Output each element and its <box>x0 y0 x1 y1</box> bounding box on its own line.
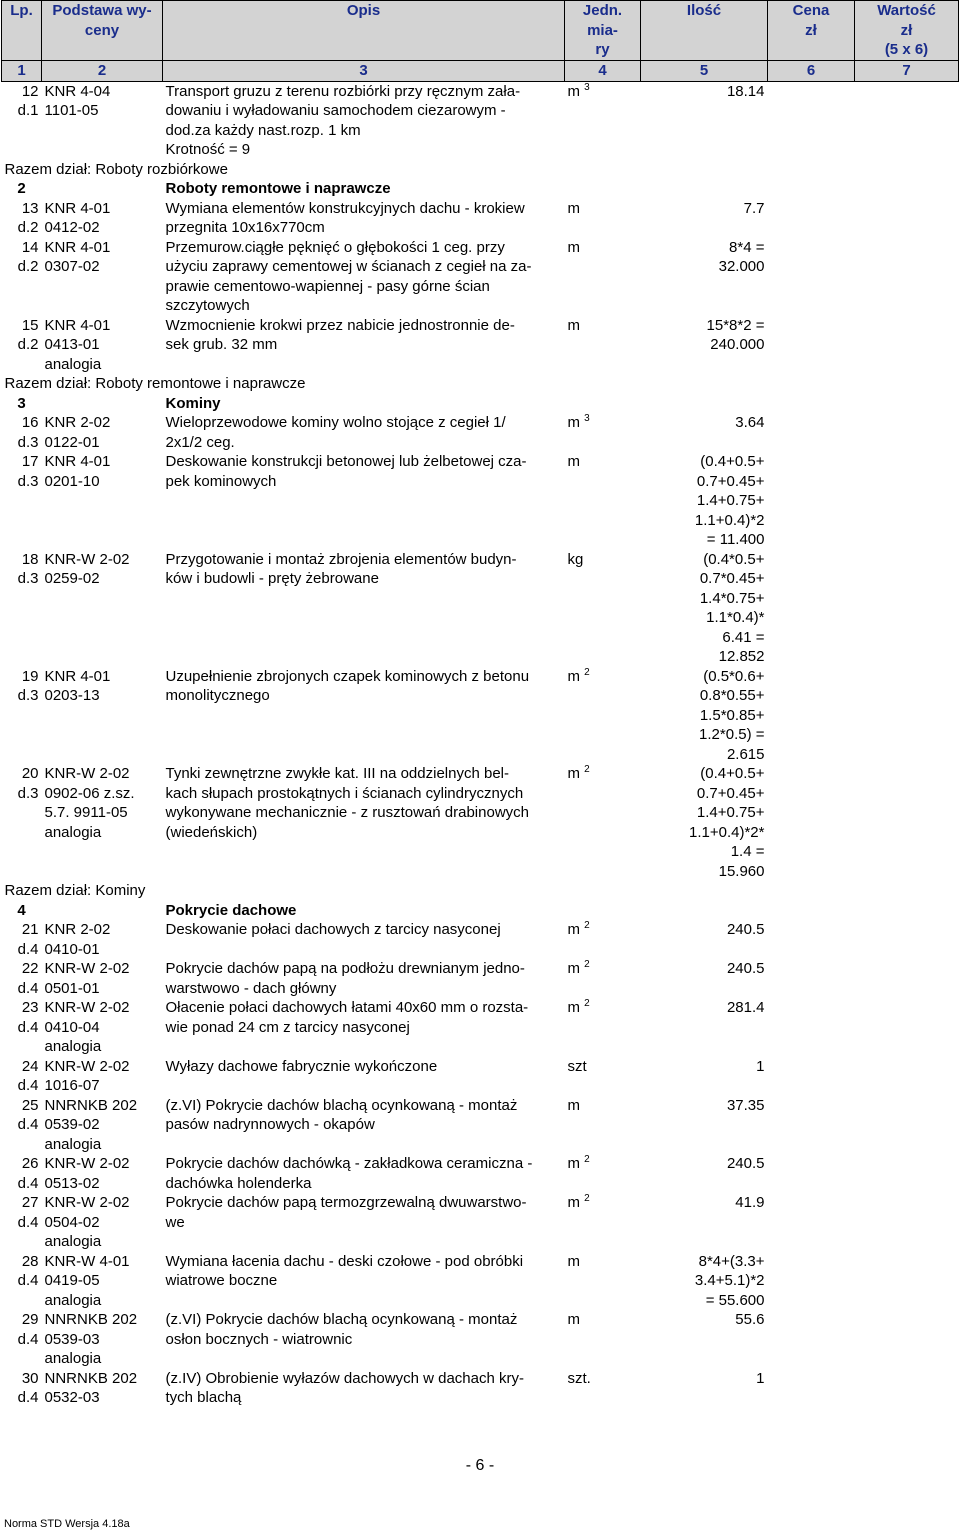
unit-text: m <box>567 414 580 431</box>
section-title: Roboty remontowe i naprawcze <box>165 180 391 197</box>
item-lp: 29 d.4 <box>17 1311 39 1348</box>
table-row <box>2 238 959 316</box>
item-quantity: 281.4 <box>726 999 765 1016</box>
section-spacer <box>42 394 163 414</box>
unit-text: m <box>567 238 580 256</box>
column-number: 7 <box>855 60 959 81</box>
item-price <box>768 199 855 238</box>
item-quantity: 240.5 <box>726 1155 765 1172</box>
section-title: Pokrycie dachowe <box>165 901 297 919</box>
item-quantity: 1 <box>756 1369 765 1387</box>
item-description: Pokrycie dachów papą termozgrzewalną dwuwarstwo- we <box>165 1194 527 1231</box>
unit-text: m <box>567 316 580 334</box>
section-number: 3 <box>17 394 26 412</box>
item-lp: 30 d.4 <box>17 1369 39 1406</box>
item-basis: KNR 4-01 0413-01 analogia <box>44 316 111 373</box>
item-quantity: 7.7 <box>743 199 765 217</box>
software-footer: Norma STD Wersja 4.18a <box>4 1518 130 1530</box>
item-value <box>855 1154 959 1193</box>
cost-estimate-table <box>1 0 959 1408</box>
item-description: Tynki zewnętrzne zwykłe kat. III na oddzielnych bel- kach słupach prostokątnych i ścianach cylindrycznych wykonywane mechanicznie - z rusztowań drabinowych (wiedeńskich) <box>165 765 530 841</box>
item-value <box>855 1310 959 1369</box>
item-value <box>855 316 959 375</box>
item-lp: 27 d.4 <box>17 1194 39 1231</box>
unit-exponent: 3 <box>584 81 590 93</box>
item-quantity: (0.5*0.6+ 0.8*0.55+ 1.5*0.85+ 1.2*0.5) = 2.615 <box>699 667 765 763</box>
section-number: 2 <box>17 180 26 197</box>
item-price <box>768 413 855 452</box>
item-unit <box>565 1193 641 1252</box>
item-lp: 22 d.4 <box>17 960 39 997</box>
item-price <box>768 1193 855 1252</box>
item-description: Przemurow.ciągłe pęknięć o głębokości 1 ceg. przy użyciu zaprawy cementowej w ścianach z cegieł na za- prawie cementowo-wapiennej - pasy górne ścian szczytowych <box>165 238 532 314</box>
table-row <box>2 1154 959 1193</box>
header-podstawa: Podstawa wy- ceny <box>42 1 163 61</box>
item-basis: KNR-W 4-01 0419-05 analogia <box>44 1252 130 1309</box>
section-title: Kominy <box>165 394 221 412</box>
item-price <box>768 550 855 667</box>
section-spacer <box>42 901 163 921</box>
item-unit <box>565 452 641 550</box>
item-basis: NNRNKB 202 0539-02 analogia <box>44 1096 138 1153</box>
item-price <box>768 667 855 765</box>
table-row <box>2 199 959 238</box>
column-number-row <box>2 60 959 81</box>
item-quantity: 240.5 <box>726 960 765 977</box>
header-jedn: Jedn. mia- ry <box>565 1 641 61</box>
item-quantity: 8*4+(3.3+ 3.4+5.1)*2 = 55.600 <box>694 1252 765 1309</box>
unit-text: m <box>567 765 580 782</box>
item-lp: 23 d.4 <box>17 999 39 1036</box>
unit-exponent: 2 <box>584 959 590 970</box>
item-quantity: 55.6 <box>735 1311 765 1328</box>
section-total-row <box>2 374 959 394</box>
item-basis: KNR 2-02 0122-01 <box>44 414 111 451</box>
item-lp: 26 d.4 <box>17 1155 39 1192</box>
item-price <box>768 764 855 881</box>
table-row <box>2 81 959 160</box>
section-total-label: Razem dział: Kominy <box>4 882 146 899</box>
table-row <box>2 667 959 765</box>
item-quantity: 18.14 <box>726 82 765 100</box>
section-total-row <box>2 881 959 901</box>
item-price <box>768 1057 855 1096</box>
unit-exponent: 3 <box>584 413 590 424</box>
table-body <box>2 81 959 1408</box>
column-number: 3 <box>163 60 565 81</box>
column-number: 1 <box>2 60 42 81</box>
item-lp: 16 d.3 <box>17 414 39 451</box>
item-unit <box>565 1154 641 1193</box>
header-opis: Opis <box>163 1 565 61</box>
item-value <box>855 764 959 881</box>
item-lp: 15 d.2 <box>17 316 39 353</box>
item-basis: KNR 4-01 0307-02 <box>44 238 111 275</box>
item-basis: KNR-W 2-02 0501-01 <box>44 960 130 997</box>
item-description: Wyłazy dachowe fabrycznie wykończone <box>165 1057 438 1075</box>
unit-exponent: 2 <box>584 1193 590 1204</box>
table-row <box>2 1310 959 1369</box>
table-row <box>2 550 959 667</box>
item-price <box>768 998 855 1057</box>
unit-text: m <box>567 960 580 977</box>
unit-text: m <box>567 1155 580 1172</box>
unit-text: m <box>567 999 580 1016</box>
item-basis: KNR-W 2-02 0504-02 analogia <box>44 1194 130 1250</box>
item-description: Transport gruzu z terenu rozbiórki przy ręcznym zała- dowaniu i wyładowaniu samochodem ciezarowym - dod.za każdy nast.rozp. 1 km Krotność = 9 <box>165 82 521 158</box>
item-value <box>855 413 959 452</box>
item-unit <box>565 81 641 160</box>
header-wartosc: Wartość zł (5 x 6) <box>855 1 959 61</box>
item-price <box>768 1154 855 1193</box>
item-quantity: 37.35 <box>726 1096 765 1114</box>
unit-text: szt. <box>567 1369 591 1387</box>
item-price <box>768 1369 855 1408</box>
item-basis: KNR-W 2-02 0513-02 <box>44 1155 130 1192</box>
item-quantity: 240.5 <box>726 921 765 938</box>
item-basis: KNR-W 2-02 0902-06 z.sz. 5.7. 9911-05 analogia <box>44 765 135 841</box>
item-basis: NNRNKB 202 0532-03 <box>44 1369 138 1406</box>
item-price <box>768 452 855 550</box>
unit-text: kg <box>567 550 584 568</box>
item-value <box>855 1252 959 1311</box>
item-unit <box>565 998 641 1057</box>
section-total-label: Razem dział: Roboty remontowe i naprawcze <box>4 375 306 392</box>
unit-text: m <box>567 1311 580 1328</box>
table-row <box>2 920 959 959</box>
item-unit <box>565 238 641 316</box>
item-lp: 25 d.4 <box>17 1096 39 1133</box>
item-lp: 14 d.2 <box>17 238 39 275</box>
item-unit <box>565 959 641 998</box>
item-basis: KNR 4-01 0412-02 <box>44 199 111 236</box>
item-price <box>768 1096 855 1155</box>
unit-exponent: 2 <box>584 666 590 678</box>
item-lp: 20 d.3 <box>17 765 39 802</box>
header-ilosc: Ilość <box>641 1 768 61</box>
unit-exponent: 2 <box>584 1154 590 1165</box>
column-number: 6 <box>768 60 855 81</box>
item-unit <box>565 1369 641 1408</box>
item-quantity: 1 <box>756 1057 765 1075</box>
item-price <box>768 959 855 998</box>
item-description: Przygotowanie i montaż zbrojenia elementów budyn- ków i budowli - pręty żebrowane <box>165 550 517 587</box>
table-row <box>2 1057 959 1096</box>
item-unit <box>565 1057 641 1096</box>
item-value <box>855 1193 959 1252</box>
item-value <box>855 452 959 550</box>
unit-text: m <box>567 82 580 100</box>
item-basis: KNR-W 2-02 0410-04 analogia <box>44 999 130 1055</box>
item-unit <box>565 1252 641 1311</box>
header-row <box>2 1 959 61</box>
item-description: Wzmocnienie krokwi przez nabicie jednostronnie de- sek grub. 32 mm <box>165 316 515 353</box>
table-row <box>2 998 959 1057</box>
table-row <box>2 959 959 998</box>
item-description: (z.VI) Pokrycie dachów blachą ocynkowaną - montaż pasów nadrynnowych - okapów <box>165 1096 518 1133</box>
unit-exponent: 2 <box>584 764 590 775</box>
column-number: 4 <box>565 60 641 81</box>
item-description: Pokrycie dachów dachówką - zakładkowa ceramiczna - dachówka holenderka <box>165 1155 533 1192</box>
item-value <box>855 81 959 160</box>
item-quantity: (0.4+0.5+ 0.7+0.45+ 1.4+0.75+ 1.1+0.4)*2 = 11.400 <box>694 453 765 548</box>
item-description: Deskowanie połaci dachowych z tarcicy nasyconej <box>165 921 501 938</box>
item-value <box>855 998 959 1057</box>
table-row <box>2 413 959 452</box>
table-row <box>2 1252 959 1311</box>
table-row <box>2 1193 959 1252</box>
item-value <box>855 1369 959 1408</box>
item-value <box>855 199 959 238</box>
item-basis: KNR 4-01 0203-13 <box>44 667 111 704</box>
unit-exponent: 2 <box>584 920 590 931</box>
item-unit <box>565 1096 641 1155</box>
item-basis: KNR 4-01 0201-10 <box>44 453 111 490</box>
item-lp: 24 d.4 <box>17 1057 39 1094</box>
item-value <box>855 550 959 667</box>
item-basis: NNRNKB 202 0539-03 analogia <box>44 1311 138 1367</box>
item-description: (z.IV) Obrobienie wyłazów dachowych w dachach kry- tych blachą <box>165 1369 524 1406</box>
unit-text: m <box>567 453 580 470</box>
table-row <box>2 316 959 375</box>
header-cena: Cena zł <box>768 1 855 61</box>
item-basis: KNR 2-02 0410-01 <box>44 921 111 958</box>
unit-text: m <box>567 1252 580 1270</box>
item-description: Pokrycie dachów papą na podłożu drewnianym jedno- warstwowo - dach główny <box>165 960 525 997</box>
item-price <box>768 81 855 160</box>
header-lp: Lp. <box>2 1 42 61</box>
item-quantity: 8*4 = 32.000 <box>718 238 765 275</box>
section-total-row <box>2 160 959 180</box>
item-unit <box>565 667 641 765</box>
item-description: Deskowanie konstrukcji betonowej lub żelbetowej cza- pek kominowych <box>165 453 527 490</box>
unit-text: szt <box>567 1057 587 1075</box>
item-quantity: (0.4+0.5+ 0.7+0.45+ 1.4+0.75+ 1.1+0.4)*2* 1.4 = 15.960 <box>689 765 765 880</box>
table-row <box>2 1096 959 1155</box>
item-price <box>768 238 855 316</box>
item-value <box>855 1057 959 1096</box>
column-number: 5 <box>641 60 768 81</box>
table-row <box>2 1369 959 1408</box>
item-unit <box>565 1310 641 1369</box>
item-quantity: (0.4*0.5+ 0.7*0.45+ 1.4*0.75+ 1.1*0.4)* 6.41 = 12.852 <box>699 550 765 665</box>
section-total-label: Razem dział: Roboty rozbiórkowe <box>4 160 228 178</box>
item-basis: KNR 4-04 1101-05 <box>44 82 111 119</box>
item-description: Uzupełnienie zbrojonych czapek kominowych z betonu monolitycznego <box>165 667 530 704</box>
page-number: - 6 - <box>465 1457 495 1474</box>
unit-text: m <box>567 921 580 938</box>
item-description: Wieloprzewodowe kominy wolno stojące z cegieł 1/ 2x1/2 ceg. <box>165 414 506 451</box>
item-basis: KNR-W 2-02 1016-07 <box>44 1057 130 1094</box>
section-spacer <box>42 179 163 199</box>
item-lp: 19 d.3 <box>17 667 39 704</box>
item-unit <box>565 920 641 959</box>
item-unit <box>565 764 641 881</box>
table-row <box>2 452 959 550</box>
item-unit <box>565 413 641 452</box>
unit-text: m <box>567 667 580 685</box>
unit-text: m <box>567 1194 580 1211</box>
unit-text: m <box>567 1096 580 1114</box>
item-price <box>768 1252 855 1311</box>
item-quantity: 15*8*2 = 240.000 <box>706 316 765 353</box>
item-unit <box>565 550 641 667</box>
item-price <box>768 316 855 375</box>
section-header-row <box>2 179 959 199</box>
item-lp: 21 d.4 <box>17 921 39 958</box>
item-lp: 18 d.3 <box>17 550 39 587</box>
item-value <box>855 1096 959 1155</box>
unit-text: m <box>567 199 580 217</box>
item-unit <box>565 199 641 238</box>
item-unit <box>565 316 641 375</box>
item-lp: 17 d.3 <box>17 453 39 490</box>
item-basis: KNR-W 2-02 0259-02 <box>44 550 130 587</box>
item-quantity: 3.64 <box>735 414 765 431</box>
item-lp: 13 d.2 <box>17 199 39 236</box>
item-value <box>855 920 959 959</box>
item-description: Ołacenie połaci dachowych łatami 40x60 mm o rozsta- wie ponad 24 cm z tarcicy nasyconej <box>165 999 529 1036</box>
item-value <box>855 667 959 765</box>
item-description: Wymiana elementów konstrukcyjnych dachu - krokiew przegnita 10x16x770cm <box>165 199 525 236</box>
section-header-row <box>2 394 959 414</box>
item-description: Wymiana łacenia dachu - deski czołowe - pod obróbki wiatrowe boczne <box>165 1252 524 1289</box>
item-quantity: 41.9 <box>735 1194 765 1211</box>
section-number: 4 <box>17 901 26 919</box>
item-price <box>768 1310 855 1369</box>
item-lp: 28 d.4 <box>17 1252 39 1289</box>
item-price <box>768 920 855 959</box>
item-lp: 12 d.1 <box>17 82 39 119</box>
item-value <box>855 238 959 316</box>
column-number: 2 <box>42 60 163 81</box>
section-header-row <box>2 901 959 921</box>
item-description: (z.VI) Pokrycie dachów blachą ocynkowaną - montaż osłon bocznych - wiatrownic <box>165 1311 518 1348</box>
item-value <box>855 959 959 998</box>
unit-exponent: 2 <box>584 998 590 1009</box>
table-row <box>2 764 959 881</box>
